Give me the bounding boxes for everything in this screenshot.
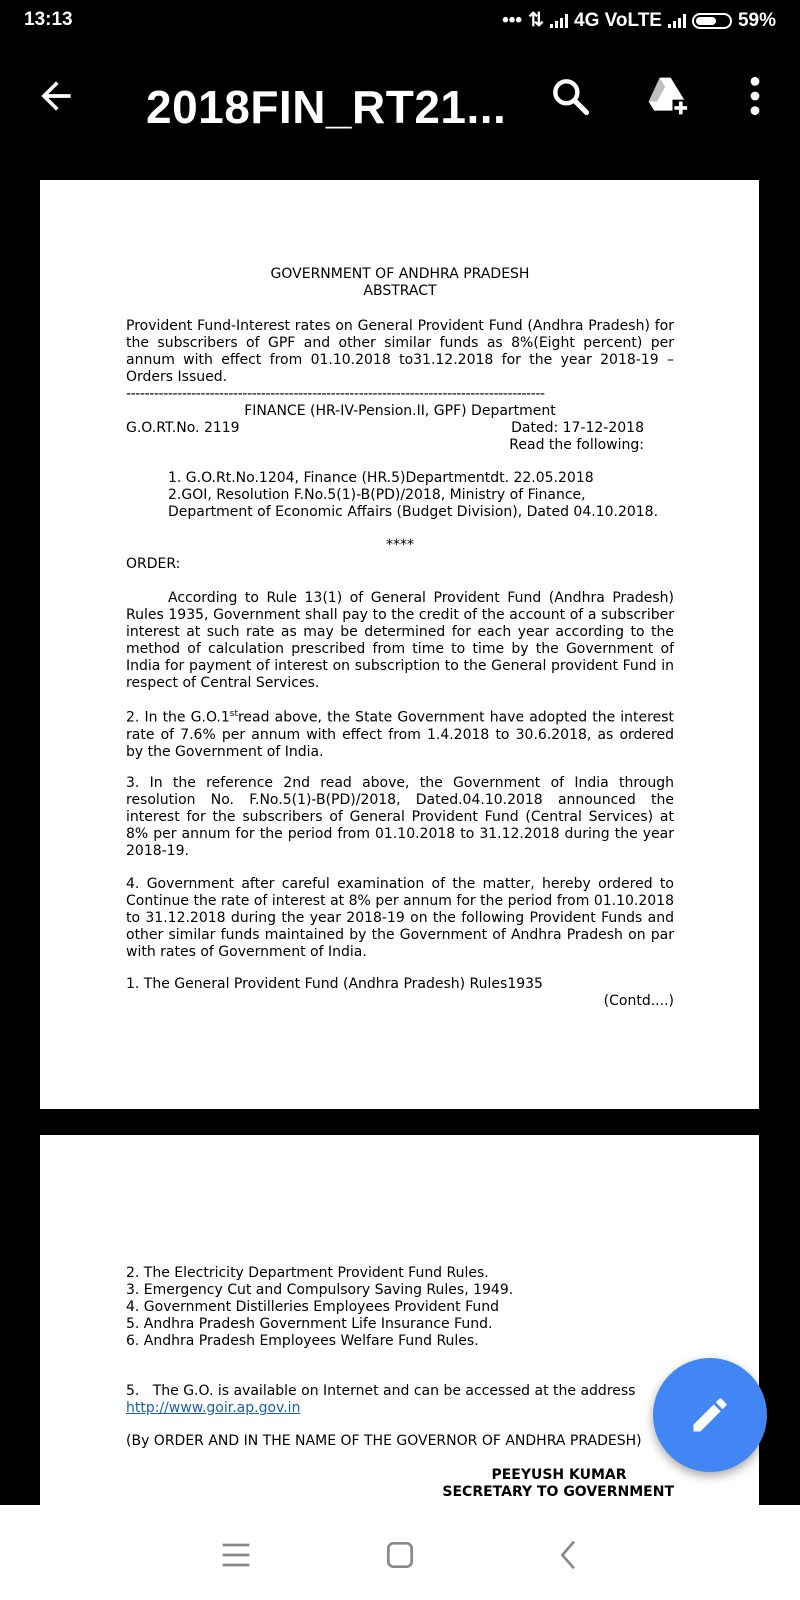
battery-percent: 59% — [737, 9, 776, 31]
paragraph-2 — [126, 706, 674, 761]
signal-icon — [550, 14, 568, 28]
arrow-left-icon[interactable] — [34, 74, 78, 118]
para2-sup: st — [229, 709, 238, 719]
list-item: 6. Andhra Pradesh Employees Welfare Fund Rules. — [126, 1333, 479, 1349]
reference-1: 1. G.O.Rt.No.1204, Finance (HR.5)Departmentdt. 22.05.2018 — [168, 470, 594, 486]
signatory-name-text: PEEYUSH KUMAR — [491, 1467, 627, 1483]
abstract-text: Provident Fund-Interest rates on General Provident Fund (Andhra Pradesh) for the subscribers of GPF and other similar funds as 8%(Eight percent) per annum with effect from 01.10.2018 to31.12.2018 for the year 2018-19 – Orders Issued. — [126, 318, 674, 385]
paragraph-5: 5. The G.O. is available on Internet and can be accessed at the address — [126, 1383, 636, 1399]
pencil-icon — [688, 1393, 732, 1437]
reference-2b: Department of Economic Affairs (Budget Division), Dated 04.10.2018. — [168, 504, 659, 520]
signatory-designation: SECRETARY TO GOVERNMENT — [442, 1484, 674, 1500]
pdf-page-2[interactable] — [40, 1135, 759, 1505]
data-transfer-icon: ⇅ — [528, 10, 544, 31]
more-vert-icon[interactable] — [733, 74, 777, 118]
status-time: 13:13 — [24, 9, 73, 30]
home-square-icon[interactable] — [380, 1535, 420, 1575]
department-line: FINANCE (HR-IV-Pension.II, GPF) Department — [244, 403, 556, 419]
governor-line: (By ORDER AND IN THE NAME OF THE GOVERNOR OF ANDHRA PRADESH) — [126, 1433, 642, 1449]
stars-divider: **** — [386, 537, 414, 553]
system-nav-bar — [0, 1505, 800, 1600]
govt-heading: GOVERNMENT OF ANDHRA PRADESH — [270, 266, 530, 282]
status-bar — [0, 0, 800, 40]
paragraph-1: According to Rule 13(1) of General Provident Fund (Andhra Pradesh) Rules 1935, Government shall pay to the credit of the account of a subscriber interest at such rate as may be determined for each year according to the method of calculation prescribed from time to time by the Government of India for payment of interest on subscription to the General provident Fund in respect of Central Services. — [126, 590, 674, 691]
contd-note: (Contd....) — [603, 993, 674, 1009]
go-number: G.O.RT.No. 2119 — [126, 420, 240, 436]
list-item: 3. Emergency Cut and Compulsory Saving Rules, 1949. — [126, 1282, 514, 1298]
app-bar — [0, 40, 800, 170]
para2-end: read above, the State Government have adopted the interest rate of 7.6% per annum with effect from 1.4.2018 to 30.6.2018, as ordered by the Government of India. — [126, 709, 675, 760]
edit-fab-button[interactable] — [653, 1358, 767, 1472]
signal-icon-2 — [668, 14, 686, 28]
reference-2a: 2.GOI, Resolution F.No.5(1)-B(PD)/2018, Ministry of Finance, — [168, 487, 586, 503]
back-chevron-icon[interactable] — [549, 1535, 589, 1575]
go-date: Dated: 17-12-2018 — [511, 420, 644, 436]
status-icons — [502, 9, 776, 32]
list-item: 2. The Electricity Department Provident Fund Rules. — [126, 1265, 489, 1281]
menu-icon[interactable] — [216, 1535, 256, 1575]
network-label: 4G VoLTE — [574, 9, 662, 31]
more-dots-icon: ••• — [502, 9, 523, 31]
paragraph-3: 3. In the reference 2nd read above, the Government of India through resolution No. F.No.5(1)-B(PD)/2018, Dated.04.10.2018 announced the interest for the subscribers of General Provident Fund (Central Services) at 8% per annum for the period from 01.10.2018 to 31.12.2018 during the year 2018-19. — [126, 775, 674, 859]
list-item-1: 1. The General Provident Fund (Andhra Pradesh) Rules1935 — [126, 976, 543, 992]
pdf-page-1[interactable] — [40, 180, 759, 1109]
battery-icon — [692, 13, 732, 29]
document-title: 2018FIN_RT21... — [146, 81, 507, 133]
para2-start: 2. In the G.O.1 — [126, 709, 230, 726]
fund-list — [126, 1265, 674, 1350]
order-label: ORDER: — [126, 556, 181, 572]
signatory-name — [212, 1467, 674, 1484]
heading-block — [126, 266, 674, 300]
search-icon[interactable] — [548, 74, 592, 118]
goir-link[interactable]: http://www.goir.ap.gov.in — [126, 1400, 301, 1416]
list-item: 4. Government Distilleries Employees Provident Fund — [126, 1299, 500, 1315]
paragraph-4: 4. Government after careful examination of the matter, hereby ordered to Continue the rate of interest at 8% per annum for the period from 01.10.2018 to 31.12.2018 during the year 2018-19 on the following Provident Funds and other similar funds maintained by the Government of Andhra Pradesh on par with rates of Government of India. — [126, 876, 674, 960]
abstract-heading: ABSTRACT — [363, 283, 437, 299]
drive-add-icon[interactable] — [645, 74, 689, 118]
read-following: Read the following: — [509, 437, 644, 453]
list-item: 5. Andhra Pradesh Government Life Insurance Fund. — [126, 1316, 493, 1332]
references — [168, 470, 688, 521]
separator-line: ------------------------------------------------------------------------------------------ — [126, 386, 545, 402]
